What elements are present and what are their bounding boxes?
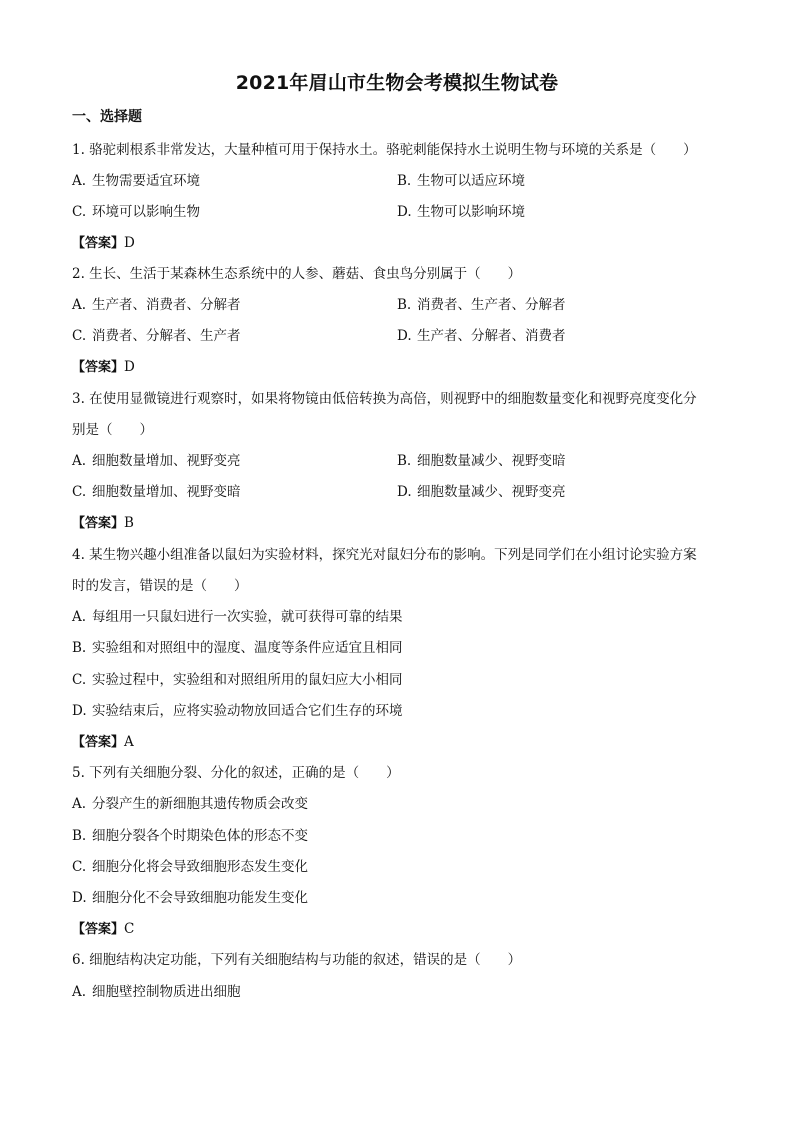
question-2-option-c: C. 消费者、分解者、生产者 — [72, 328, 241, 344]
question-1-option-a: A. 生物需要适宜环境 — [72, 173, 200, 189]
page-title: 2021年眉山市生物会考模拟生物试卷 — [235, 72, 559, 94]
question-3-answer: 【答案】B — [72, 515, 134, 531]
question-4-option-d: D. 实验结束后，应将实验动物放回适合它们生存的环境 — [72, 703, 403, 719]
question-4-stem-line-2: 时的发言，错误的是（ ） — [72, 578, 248, 594]
question-1-option-b: B. 生物可以适应环境 — [397, 173, 525, 189]
question-3-stem-line-2: 别是（ ） — [72, 422, 153, 438]
question-3-option-d: D. 细胞数量减少、视野变亮 — [397, 484, 566, 500]
question-5-option-a: A. 分裂产生的新细胞其遗传物质会改变 — [72, 796, 308, 812]
section-heading: 一、选择题 — [72, 109, 142, 125]
question-3-option-a: A. 细胞数量增加、视野变亮 — [72, 453, 241, 469]
question-4-option-a: A. 每组用一只鼠妇进行一次实验，就可获得可靠的结果 — [72, 609, 403, 625]
question-1-option-c: C. 环境可以影响生物 — [72, 204, 200, 220]
question-1-answer: 【答案】D — [72, 235, 135, 251]
question-4-stem-line-1: 4. 某生物兴趣小组准备以鼠妇为实验材料，探究光对鼠妇分布的影响。下列是同学们在小组讨论实验方案 — [72, 547, 697, 563]
question-5-option-d: D. 细胞分化不会导致细胞功能发生变化 — [72, 890, 308, 906]
question-6-stem: 6. 细胞结构决定功能，下列有关细胞结构与功能的叙述，错误的是（ ） — [72, 952, 522, 968]
question-4-answer: 【答案】A — [72, 734, 134, 750]
question-5-option-c: C. 细胞分化将会导致细胞形态发生变化 — [72, 859, 308, 875]
question-6-option-a: A. 细胞壁控制物质进出细胞 — [72, 984, 241, 1000]
question-1-option-d: D. 生物可以影响环境 — [397, 204, 525, 220]
question-2-option-b: B. 消费者、生产者、分解者 — [397, 297, 566, 313]
question-2-option-a: A. 生产者、消费者、分解者 — [72, 297, 241, 313]
question-2-answer: 【答案】D — [72, 359, 135, 375]
question-5-stem: 5. 下列有关细胞分裂、分化的叙述，正确的是（ ） — [72, 765, 400, 781]
question-5-option-b: B. 细胞分裂各个时期染色体的形态不变 — [72, 828, 308, 844]
question-3-option-b: B. 细胞数量减少、视野变暗 — [397, 453, 566, 469]
question-5-answer: 【答案】C — [72, 921, 135, 937]
question-2-option-d: D. 生产者、分解者、消费者 — [397, 328, 566, 344]
question-2-stem: 2. 生长、生活于某森林生态系统中的人参、蘑菇、食虫鸟分别属于（ ） — [72, 266, 522, 282]
question-4-option-b: B. 实验组和对照组中的湿度、温度等条件应适宜且相同 — [72, 640, 403, 656]
question-3-option-c: C. 细胞数量增加、视野变暗 — [72, 484, 241, 500]
question-1-stem: 1. 骆驼刺根系非常发达，大量种植可用于保持水土。骆驼刺能保持水土说明生物与环境的关系是（ ） — [72, 142, 697, 158]
question-3-stem-line-1: 3. 在使用显微镜进行观察时，如果将物镜由低倍转换为高倍，则视野中的细胞数量变化和视野亮度变化分 — [72, 391, 697, 407]
question-4-option-c: C. 实验过程中，实验组和对照组所用的鼠妇应大小相同 — [72, 672, 403, 688]
